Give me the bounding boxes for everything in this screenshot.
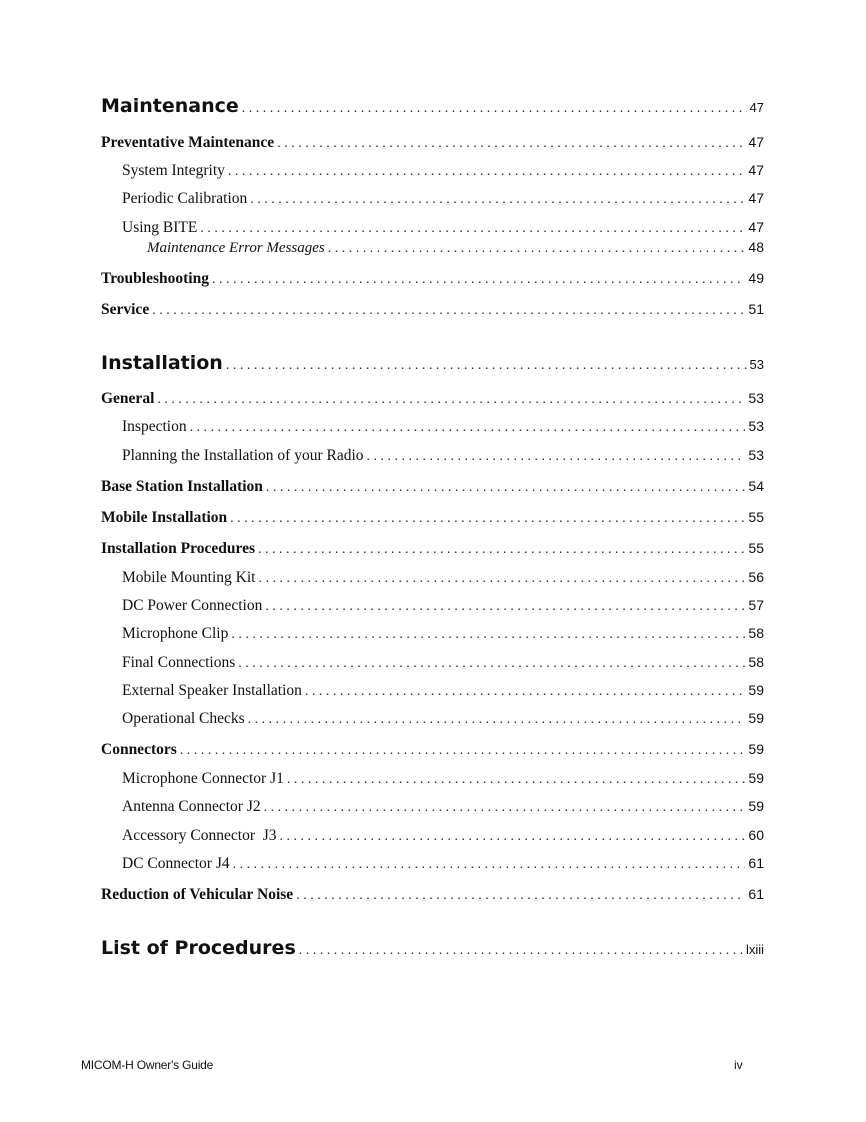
toc-entry-inspection[interactable] [122, 418, 764, 436]
toc-entry-title: Mobile Installation [101, 509, 228, 526]
toc-entry-title: Microphone Connector J1 [122, 770, 284, 787]
toc-entry-title: Accessory Connector J3 [122, 827, 277, 844]
toc-entry-title: Installation Procedures [101, 540, 256, 557]
toc-entry-troubleshooting[interactable] [101, 270, 764, 288]
toc-entry-antenna-connector-j2[interactable] [122, 798, 764, 816]
toc-entry-title: Service [101, 301, 150, 318]
dot-leader [287, 772, 746, 788]
dot-leader [180, 743, 746, 759]
toc-entry-page: 53 [749, 357, 764, 372]
dot-leader [277, 136, 745, 152]
toc-entry-title: Operational Checks [122, 710, 245, 727]
toc-entry-page: 51 [748, 301, 764, 317]
toc-entry-service[interactable] [101, 301, 764, 319]
dot-leader [367, 449, 746, 465]
toc-entry-page: 55 [748, 540, 764, 556]
toc-entry-microphone-clip[interactable] [122, 625, 764, 643]
dot-leader [266, 480, 746, 496]
dot-leader [230, 511, 745, 527]
toc-entry-title: Planning the Installation of your Radio [122, 447, 364, 464]
dot-leader [299, 943, 743, 959]
toc-entry-general[interactable] [101, 390, 764, 408]
toc-entry-title: DC Connector J4 [122, 855, 230, 872]
dot-leader [233, 857, 746, 873]
toc-entry-preventative-maintenance[interactable] [101, 134, 764, 152]
toc-entry-page: 47 [748, 134, 764, 150]
toc-entry-list-of-procedures[interactable] [101, 937, 764, 959]
dot-leader [258, 571, 745, 587]
dot-leader [328, 241, 746, 257]
toc-entry-page: 53 [748, 447, 764, 463]
toc-entry-final-connections[interactable] [122, 654, 764, 672]
toc-entry-page: 59 [748, 770, 764, 786]
dot-leader [226, 358, 747, 374]
toc-entry-title: Base Station Installation [101, 478, 263, 495]
dot-leader [280, 829, 746, 845]
toc-entry-accessory-connector-j3[interactable] [122, 827, 764, 845]
toc-entry-maintenance[interactable] [101, 95, 764, 117]
toc-entry-page: 59 [748, 682, 764, 698]
toc-entry-page: 53 [748, 418, 764, 434]
toc-entry-title: Using BITE [122, 219, 198, 236]
toc-entry-mobile-mounting-kit[interactable] [122, 569, 764, 587]
toc-entry-page: 47 [749, 100, 764, 115]
toc-entry-external-speaker-installation[interactable] [122, 682, 764, 700]
dot-leader [264, 800, 746, 816]
dot-leader [190, 420, 746, 436]
dot-leader [212, 272, 745, 288]
toc-entry-page: 59 [748, 798, 764, 814]
toc-entry-page: 59 [748, 741, 764, 757]
dot-leader [265, 599, 745, 615]
toc-entry-page: 48 [748, 239, 764, 255]
toc-entry-periodic-calibration[interactable] [122, 190, 764, 208]
toc-entry-operational-checks[interactable] [122, 710, 764, 728]
toc-entry-title: External Speaker Installation [122, 682, 302, 699]
toc-entry-installation[interactable] [101, 352, 764, 374]
footer-document-title: MICOM-H Owner's Guide [81, 1058, 214, 1072]
toc-entry-mobile-installation[interactable] [101, 509, 764, 527]
toc-entry-page: 56 [748, 569, 764, 585]
toc-entry-title: List of Procedures [101, 937, 296, 959]
toc-entry-title: General [101, 390, 155, 407]
toc-entry-base-station-installation[interactable] [101, 478, 764, 496]
toc-entry-page: 47 [748, 219, 764, 235]
toc-entry-title: Reduction of Vehicular Noise [101, 886, 294, 903]
toc-entry-title: Mobile Mounting Kit [122, 569, 256, 586]
toc-entry-microphone-connector-j1[interactable] [122, 770, 764, 788]
toc-entry-page: 47 [748, 190, 764, 206]
toc-entry-title: Maintenance Error Messages [147, 240, 325, 256]
dot-leader [258, 542, 745, 558]
toc-entry-page: 59 [748, 710, 764, 726]
dot-leader [248, 712, 746, 728]
toc-entry-title: System Integrity [122, 162, 225, 179]
toc-entry-dc-connector-j4[interactable] [122, 855, 764, 873]
toc-entry-title: Maintenance [101, 95, 239, 117]
toc-entry-reduction-vehicular-noise[interactable] [101, 886, 764, 904]
toc-entry-title: Microphone Clip [122, 625, 229, 642]
toc-entry-page: 54 [748, 478, 764, 494]
toc-entry-page: 58 [748, 654, 764, 670]
toc-entry-maintenance-error-messages[interactable] [147, 239, 764, 257]
toc-entry-using-bite[interactable] [122, 219, 764, 237]
toc-entry-page: 57 [748, 597, 764, 613]
toc-entry-title: Antenna Connector J2 [122, 798, 261, 815]
dot-leader [152, 303, 745, 319]
dot-leader [228, 164, 746, 180]
toc-entry-system-integrity[interactable] [122, 162, 764, 180]
toc-entry-planning-installation[interactable] [122, 447, 764, 465]
toc-entry-page: 53 [748, 390, 764, 406]
dot-leader [200, 221, 745, 237]
dot-leader [242, 101, 747, 117]
dot-leader [296, 888, 745, 904]
toc-entry-installation-procedures[interactable] [101, 540, 764, 558]
toc-entry-title: Preventative Maintenance [101, 134, 275, 151]
toc-entry-dc-power-connection[interactable] [122, 597, 764, 615]
toc-entry-page: 55 [748, 509, 764, 525]
toc-entry-page: 60 [748, 827, 764, 843]
toc-entry-connectors[interactable] [101, 741, 764, 759]
toc-entry-page: 47 [748, 162, 764, 178]
toc-entry-title: Inspection [122, 418, 187, 435]
dot-leader [305, 684, 746, 700]
toc-entry-title: Troubleshooting [101, 270, 209, 287]
toc-entry-title: Installation [101, 352, 223, 374]
dot-leader [157, 392, 745, 408]
toc-entry-page: lxiii [745, 942, 764, 957]
toc-entry-title: Connectors [101, 741, 177, 758]
toc-entry-page: 49 [748, 270, 764, 286]
toc-entry-title: DC Power Connection [122, 597, 263, 614]
dot-leader [238, 656, 745, 672]
dot-leader [250, 192, 745, 208]
toc-entry-title: Final Connections [122, 654, 236, 671]
toc-entry-title: Periodic Calibration [122, 190, 248, 207]
dot-leader [231, 627, 745, 643]
footer-page-number: iv [734, 1058, 743, 1072]
toc-entry-page: 61 [748, 855, 764, 871]
toc-entry-page: 61 [748, 886, 764, 902]
toc-entry-page: 58 [748, 625, 764, 641]
